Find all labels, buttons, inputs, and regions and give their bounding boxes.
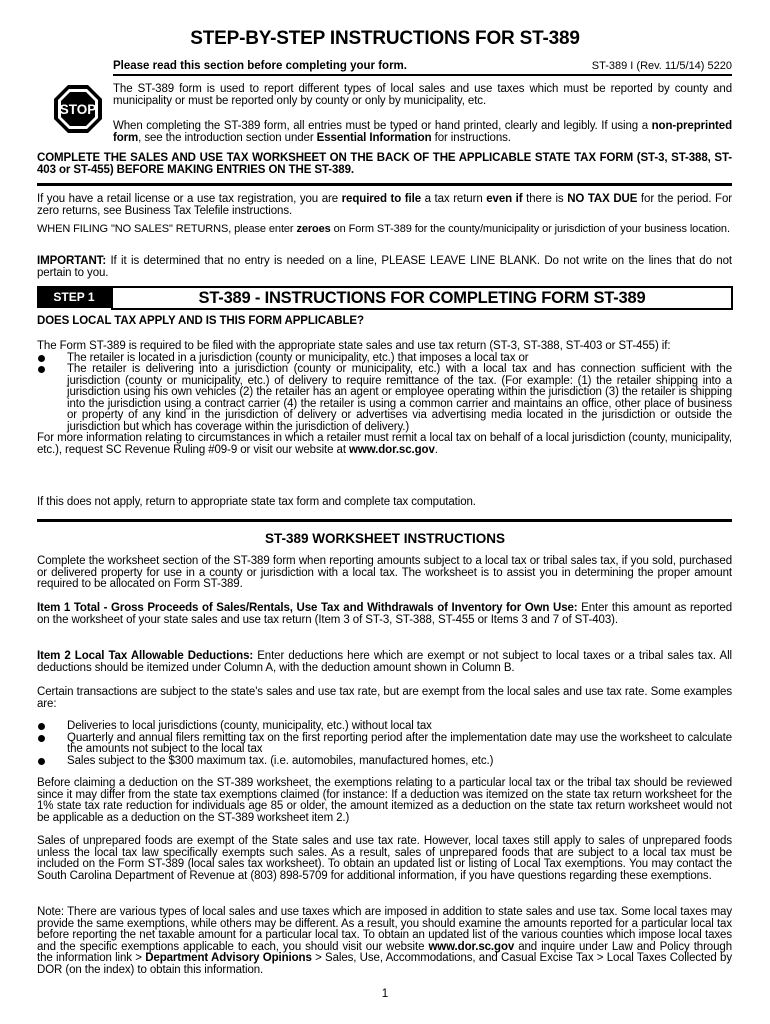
- no-sales-instructions: WHEN FILING "NO SALES" RETURNS, please enter zeroes on Form ST-389 for the county/municipality or jurisdiction of your business location.: [37, 223, 730, 235]
- form-id: ST-389 I (Rev. 11/5/14) 5220: [591, 60, 732, 72]
- local-taxes-note: Note: There are various types of local sales and use taxes which are imposed in addition to state sales and use tax. Some local taxes may provide the same exemptions, while others may be different. As a result, you should examine the amounts reported for a particular local tax before reporting the net taxable amount for a particular local tax. To obtain an updated list of the various counties which impose local taxes and the specific exemptions applicable to each, you should visit our website www.dor.sc.gov and inquire under Law and Policy through the information link > Department Advisory Opinions > Sales, Use, Accommodations, and Casual Excise Tax > Local Taxes Collected by DOR (on the index) to obtain this information.: [37, 906, 732, 976]
- bullet-icon: [38, 355, 45, 362]
- worksheet-intro: Complete the worksheet section of the ST-389 form when reporting amounts subject to a local tax or tribal sales tax, if you sold, purchased or delivered property for use in a county or jurisdiction with a local tax. The worksheet is to assist you in determining the proper amount required to be allocated on Form ST-389.: [37, 555, 732, 590]
- item-1-description: Item 1 Total - Gross Proceeds of Sales/Rentals, Use Tax and Withdrawals of Inventory for Own Use: Enter this amount as reported on the worksheet of your state sales and use tax return (Item 3 of ST-3, ST-388, ST-455 or Items 3 and 7 of ST-403).: [37, 602, 732, 626]
- bullet-icon: [38, 735, 45, 742]
- section-rule: [37, 519, 732, 522]
- stop-sign-icon: [53, 84, 103, 134]
- list-item: The retailer is delivering into a jurisdiction (county or municipality, etc.) with a local tax and has connection sufficient with the jurisdiction (county or municipality, etc.) of delivery to require remittance of the tax. (For example: (1) the retailer shipping into a jurisdiction using his own vehicles (2) the retailer has an agent or employee operating within the jurisdiction (3) the retailer is shipping into the jurisdiction using a contract carrier (4) the retailer is using a common carrier and maintains an office, other place of business or property of any kind in the jurisdiction of delivery or advertises via advertising media located in the jurisdiction or outside the jurisdiction but which has coverage within the jurisdiction of delivery.): [37, 364, 732, 433]
- step-1-content: [37, 341, 732, 456]
- bullet-icon: [38, 366, 45, 373]
- before-claiming: Before claiming a deduction on the ST-389 worksheet, the exemptions relating to a particular local tax or the tribal tax should be reviewed since it may differ from the state tax exemptions claimed (for instance: If a deduction was itemized on the state tax return worksheet for the 1% state tax rate reduction for individuals age 85 or older, the amount itemized as a deduction on the state tax return worksheet would not be applicable as a deduction on the ST-389 worksheet item 2.): [37, 777, 732, 824]
- not-apply-note: If this does not apply, return to appropriate state tax form and complete tax computation.: [37, 496, 476, 508]
- step-1-question: DOES LOCAL TAX APPLY AND IS THIS FORM APPLICABLE?: [37, 315, 364, 327]
- bullet-icon: [38, 758, 45, 765]
- list-item: Deliveries to local jurisdictions (county, municipality, etc.) without local tax: [37, 721, 732, 733]
- section-rule: [37, 183, 732, 186]
- bullet-icon: [38, 723, 45, 730]
- important-note: IMPORTANT: If it is determined that no entry is needed on a line, PLEASE LEAVE LINE BLANK. Do not write on the lines that do not pertain to you.: [37, 255, 732, 279]
- certain-transactions: Certain transactions are subject to the state's sales and use tax rate, but are exempt from the local sales and use tax rate. Some examples are:: [37, 686, 732, 710]
- list-item: Quarterly and annual filers remitting tax on the first reporting period after the implementation date may use the worksheet to calculate the amounts not subject to the local tax: [37, 733, 732, 756]
- unprepared-foods: Sales of unprepared foods are exempt of the State sales and use tax rate. However, local taxes still apply to sales of unprepared foods unless the local tax law specifically exempts such sales. As a result, sales of unprepared foods that are subject to a local tax must be included on the Form ST-389 (local sales tax worksheet). To obtain an updated list or listing of Local Tax exemptions. You may contact the South Carolina Department of Revenue at (803) 898-5709 for additional information, if you have questions regarding these exemptions.: [37, 835, 732, 882]
- filing-requirement: If you have a retail license or a use tax registration, you are required to file a tax return even if there is NO TAX DUE for the period. For zero returns, see Business Tax Telefile instructions.: [37, 193, 733, 217]
- intro-paragraph: [113, 84, 732, 107]
- step-1-lead: The Form ST-389 is required to be filed with the appropriate state sales and use tax return (ST-3, ST-388, ST-403 or ST-455) if:: [37, 340, 671, 352]
- read-first-notice: Please read this section before completing your form.: [113, 60, 407, 72]
- step-1-badge: STEP 1: [37, 286, 111, 308]
- complete-worksheet-note: COMPLETE THE SALES AND USE TAX WORKSHEET ON THE BACK OF THE APPLICABLE STATE TAX FORM (ST-3, ST-388, ST-403 or ST-455) BEFORE MAKING ENTRIES ON THE ST-389.: [37, 152, 732, 176]
- stop-sign-label: STOP: [59, 102, 97, 117]
- completion-paragraph: When completing the ST-389 form, all entries must be typed or hand printed, clearly and legibly. If using a non-preprinted form, see the introduction section under Essential Information for instructions.: [113, 120, 732, 144]
- examples-list: [37, 721, 732, 767]
- list-item: Sales subject to the $300 maximum tax. (i.e. automobiles, manufactured homes, etc.): [37, 756, 732, 768]
- step-1-title: ST-389 - INSTRUCTIONS FOR COMPLETING FORM ST-389: [111, 286, 733, 310]
- page-title: STEP-BY-STEP INSTRUCTIONS FOR ST-389: [190, 28, 580, 49]
- header-rule: [113, 74, 732, 76]
- worksheet-title: ST-389 WORKSHEET INSTRUCTIONS: [264, 531, 506, 546]
- more-info: For more information relating to circumstances in which a retailer must remit a local tax on behalf of a local jurisdiction (county, municipality, etc.), request SC Revenue Ruling #09-9 or visit our website at www.dor.sc.gov.: [37, 432, 732, 456]
- page-number: 1: [381, 988, 389, 1000]
- list-item: The retailer is located in a jurisdiction (county or municipality, etc.) that imposes a local tax or: [37, 353, 732, 365]
- intro-text: The ST-389 form is used to report different types of local sales and use taxes which must be reported by county and municipality or must be reported only by county or only by municipality, etc.: [113, 83, 732, 107]
- item-2-description: Item 2 Local Tax Allowable Deductions: Enter deductions here which are exempt or not subject to local taxes or a tribal sales tax. All deductions should be itemized under Column A, with the deduction amount shown in Column B.: [37, 650, 732, 674]
